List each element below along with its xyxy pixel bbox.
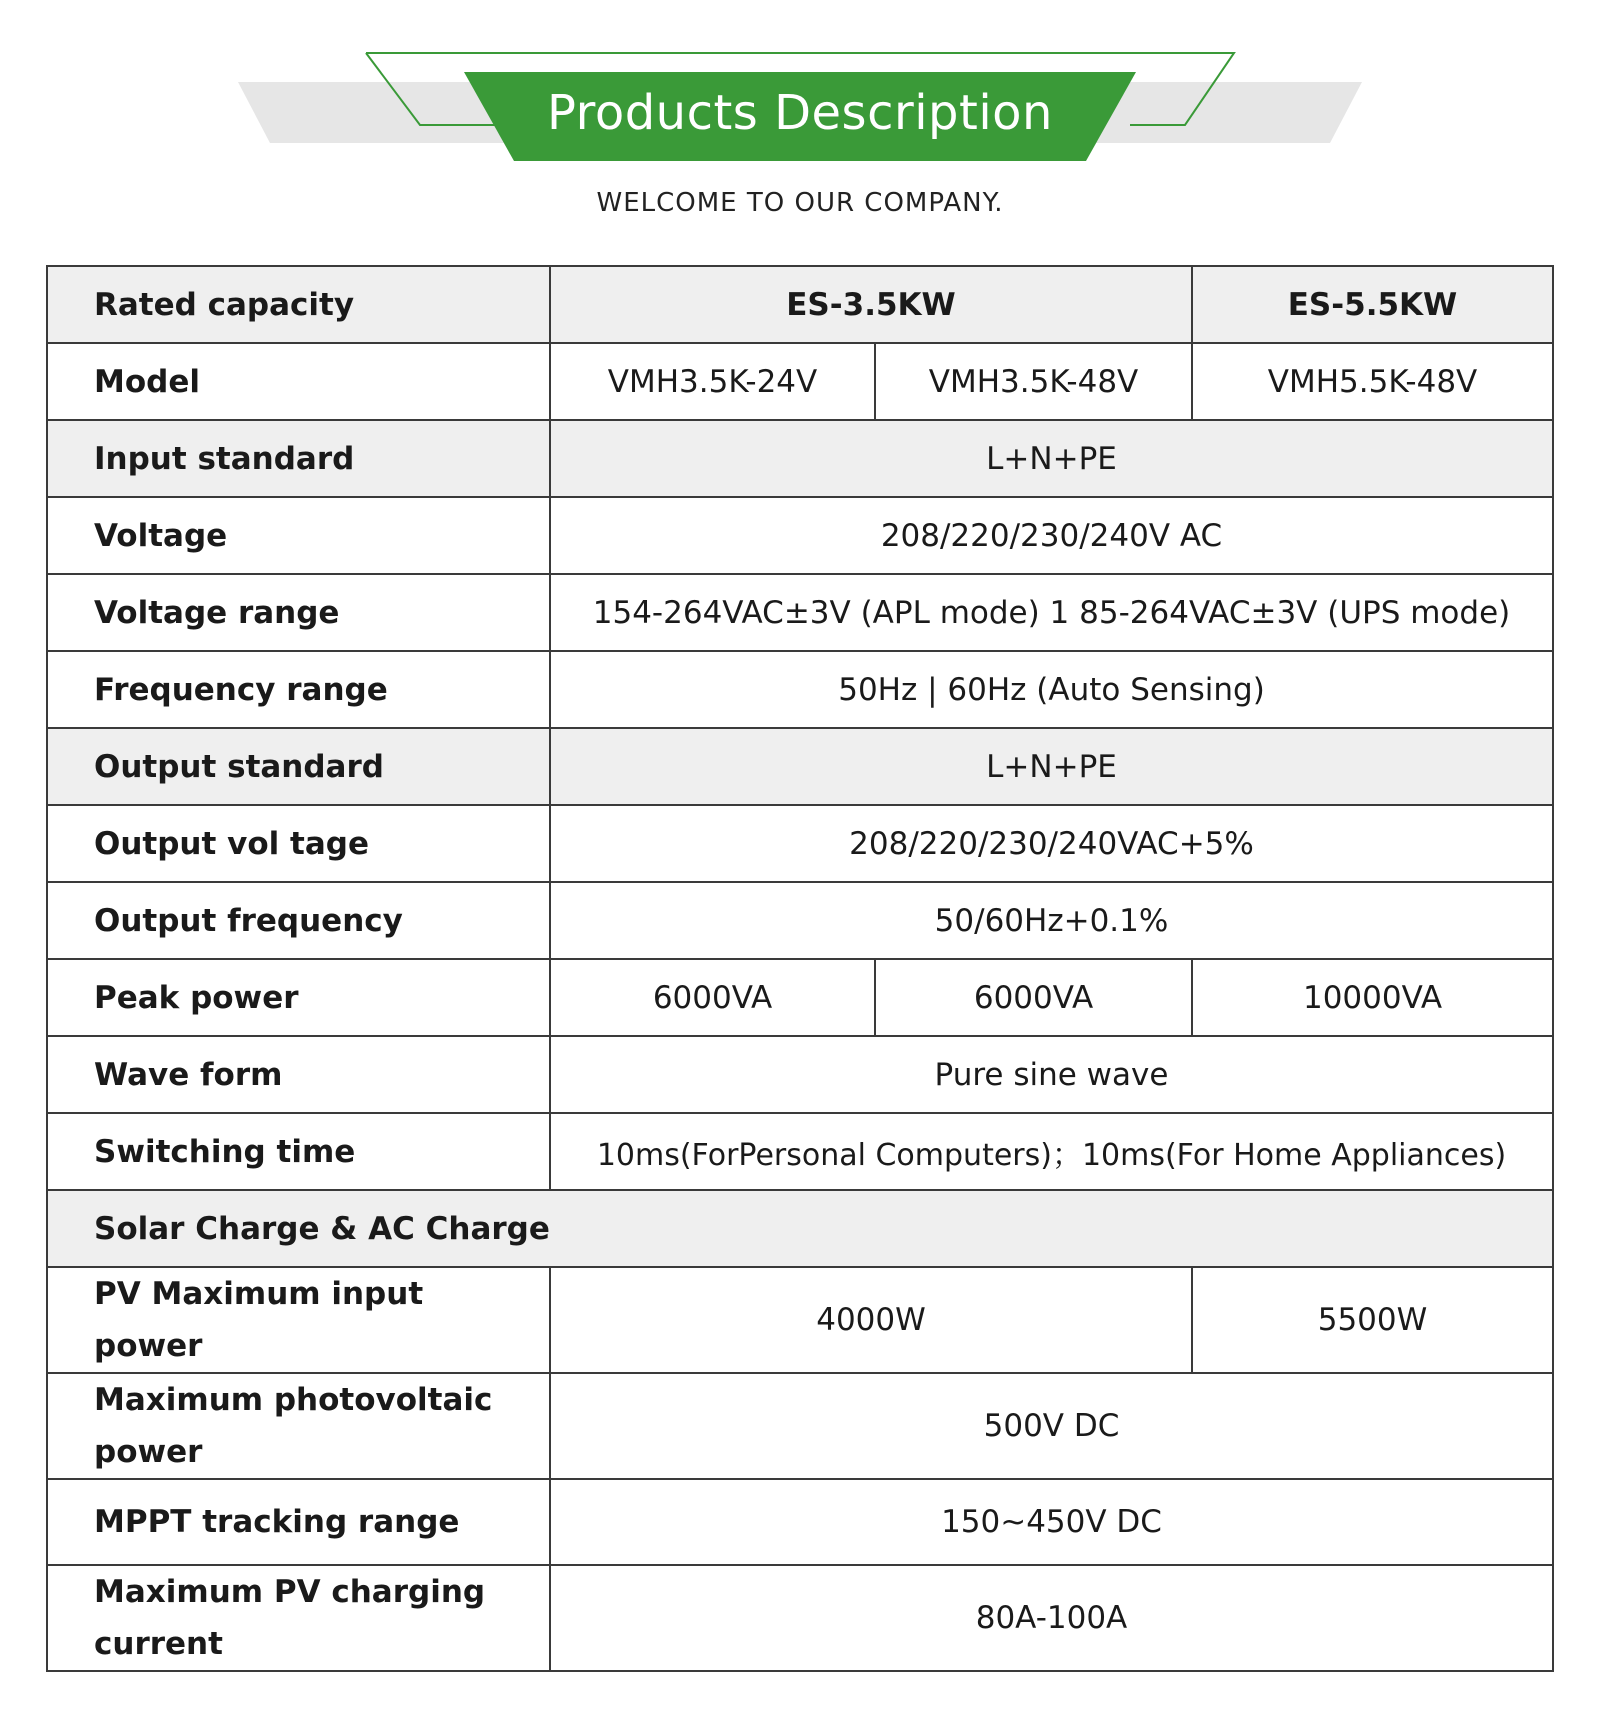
row-label: Peak power — [47, 959, 550, 1036]
row-mppt-range — [47, 1479, 1553, 1565]
row-voltage — [47, 497, 1553, 574]
row-frequency-range — [47, 651, 1553, 728]
row-peak-power — [47, 959, 1553, 1036]
row-label: Voltage — [47, 497, 550, 574]
row-voltage-range — [47, 574, 1553, 651]
table-cell: VMH3.5K-48V — [875, 343, 1192, 420]
table-cell: 50Hz | 60Hz (Auto Sensing) — [550, 651, 1553, 728]
table-cell: 4000W — [550, 1267, 1192, 1373]
row-label: Model — [47, 343, 550, 420]
row-label: Output frequency — [47, 882, 550, 959]
table-cell: 5500W — [1192, 1267, 1553, 1373]
table-cell: Pure sine wave — [550, 1036, 1553, 1113]
section-title: Solar Charge & AC Charge — [47, 1190, 1553, 1267]
table-cell: VMH3.5K-24V — [550, 343, 875, 420]
row-max-photovoltaic-power — [47, 1373, 1553, 1479]
row-label: Maximum PV charging current — [47, 1565, 550, 1671]
table-cell: 10ms(ForPersonal Computers)；10ms(For Home Appliances) — [550, 1113, 1553, 1190]
row-section-header — [47, 1190, 1553, 1267]
table-cell: VMH5.5K-48V — [1192, 343, 1553, 420]
row-label: Output standard — [47, 728, 550, 805]
table-cell: 80A-100A — [550, 1565, 1553, 1671]
row-label: MPPT tracking range — [47, 1479, 550, 1565]
table-cell: 208/220/230/240V AC — [550, 497, 1553, 574]
row-label: Voltage range — [47, 574, 550, 651]
model-group-header: ES-3.5KW — [550, 266, 1192, 343]
row-label: Output vol tage — [47, 805, 550, 882]
row-output-standard — [47, 728, 1553, 805]
row-rated-capacity — [47, 266, 1553, 343]
row-output-frequency — [47, 882, 1553, 959]
row-model — [47, 343, 1553, 420]
page-subtitle: WELCOME TO OUR COMPANY. — [596, 188, 1004, 218]
row-label: Rated capacity — [47, 266, 550, 343]
row-input-standard — [47, 420, 1553, 497]
spec-table — [46, 265, 1554, 1672]
page-title: Products Description — [547, 85, 1053, 141]
model-group-header: ES-5.5KW — [1192, 266, 1553, 343]
table-cell: 6000VA — [875, 959, 1192, 1036]
row-pv-max-input-power — [47, 1267, 1553, 1373]
table-cell: 50/60Hz+0.1% — [550, 882, 1553, 959]
table-cell: L+N+PE — [550, 420, 1553, 497]
row-label: Wave form — [47, 1036, 550, 1113]
table-cell: 6000VA — [550, 959, 875, 1036]
table-cell: 150~450V DC — [550, 1479, 1553, 1565]
row-label: Frequency range — [47, 651, 550, 728]
row-output-voltage — [47, 805, 1553, 882]
row-label: Switching time — [47, 1113, 550, 1190]
row-label: Maximum photovoltaic power — [47, 1373, 550, 1479]
table-cell: 10000VA — [1192, 959, 1553, 1036]
row-wave-form — [47, 1036, 1553, 1113]
row-label: PV Maximum input power — [47, 1267, 550, 1373]
table-cell: 500V DC — [550, 1373, 1553, 1479]
table-cell: 208/220/230/240VAC+5% — [550, 805, 1553, 882]
table-cell: L+N+PE — [550, 728, 1553, 805]
row-switching-time — [47, 1113, 1553, 1190]
row-label: Input standard — [47, 420, 550, 497]
table-cell: 154-264VAC±3V (APL mode) 1 85-264VAC±3V (UPS mode) — [550, 574, 1553, 651]
row-max-pv-charging-current — [47, 1565, 1553, 1671]
